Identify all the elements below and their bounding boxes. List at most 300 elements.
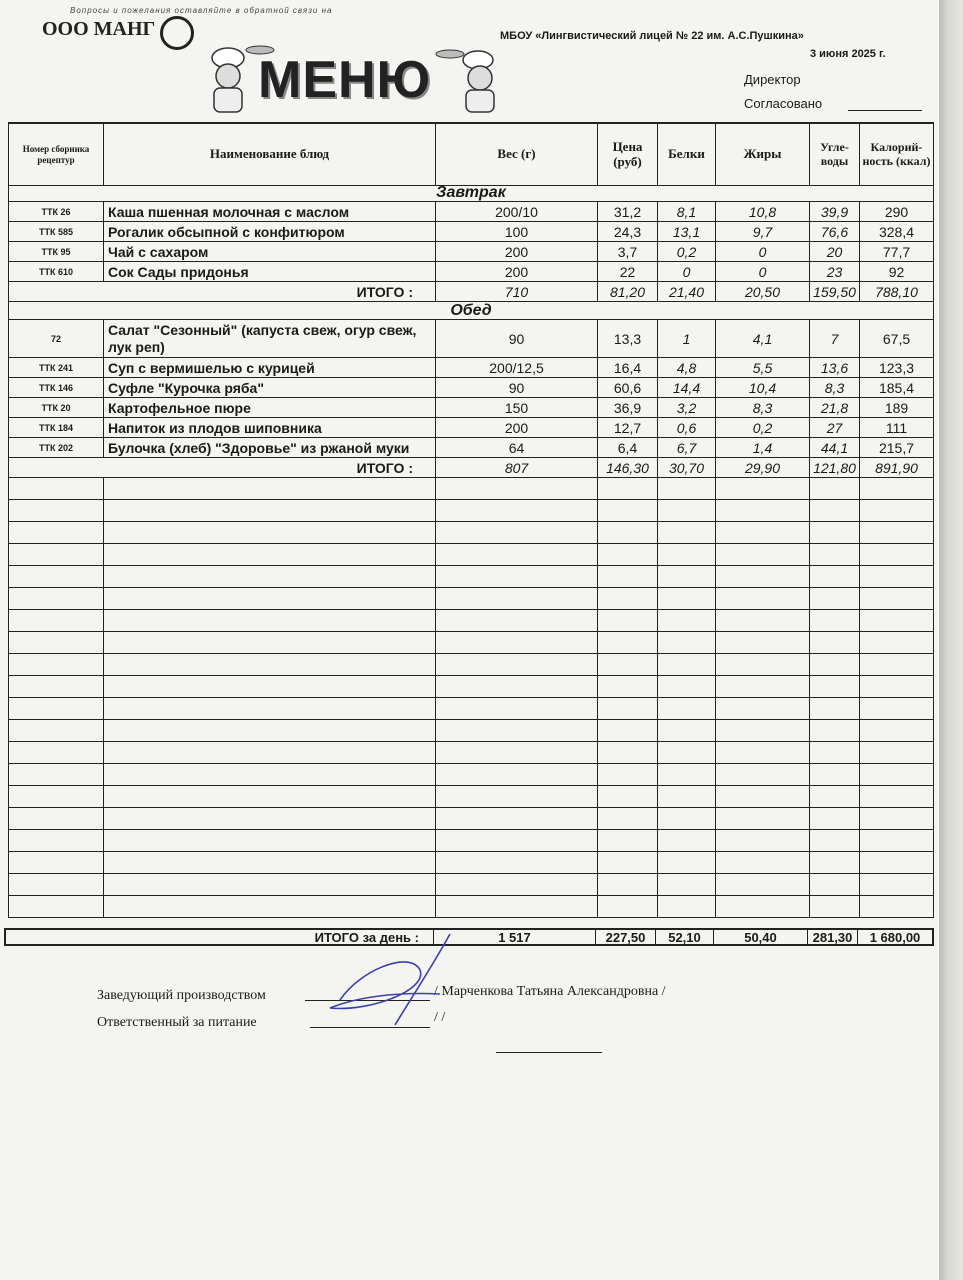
dish-fat: 10,8 — [716, 202, 810, 222]
empty-cell — [8, 478, 104, 500]
empty-cell — [716, 522, 810, 544]
recipe-code: ТТК 585 — [8, 222, 104, 242]
empty-cell — [860, 632, 934, 654]
handwritten-signature — [300, 930, 460, 1030]
day-total-price: 227,50 — [596, 930, 656, 944]
section-total-row — [8, 458, 934, 478]
empty-cell — [436, 808, 598, 830]
empty-row — [8, 588, 934, 610]
empty-cell — [436, 676, 598, 698]
empty-cell — [810, 566, 860, 588]
dish-price: 3,7 — [598, 242, 658, 262]
dish-fat: 5,5 — [716, 358, 810, 378]
empty-cell — [104, 830, 436, 852]
empty-cell — [658, 742, 716, 764]
dish-carbs: 44,1 — [810, 438, 860, 458]
dish-price: 60,6 — [598, 378, 658, 398]
empty-cell — [104, 852, 436, 874]
empty-cell — [810, 874, 860, 896]
day-total-carbs: 281,30 — [808, 930, 858, 944]
empty-cell — [658, 676, 716, 698]
empty-row — [8, 830, 934, 852]
empty-cell — [436, 742, 598, 764]
dish-fat: 1,4 — [716, 438, 810, 458]
empty-cell — [716, 742, 810, 764]
empty-row — [8, 566, 934, 588]
empty-row — [8, 478, 934, 500]
total-carbs: 121,80 — [810, 458, 860, 478]
dish-price: 31,2 — [598, 202, 658, 222]
section-breakfast: Завтрак — [8, 184, 934, 202]
dish-name: Картофельное пюре — [104, 398, 436, 418]
dish-protein: 4,8 — [658, 358, 716, 378]
empty-cell — [598, 610, 658, 632]
empty-cell — [658, 786, 716, 808]
empty-cell — [598, 500, 658, 522]
dish-weight: 90 — [436, 320, 598, 358]
empty-cell — [810, 654, 860, 676]
empty-cell — [8, 896, 104, 918]
day-total-kcal: 1 680,00 — [869, 930, 921, 944]
empty-cell — [104, 544, 436, 566]
col-header-kcal: Калорий-ность (ккал) — [860, 124, 934, 186]
empty-cell — [810, 808, 860, 830]
empty-cell — [436, 588, 598, 610]
dish-name: Суп с вермишелью с курицей — [104, 358, 436, 378]
empty-cell — [598, 764, 658, 786]
empty-cell — [658, 874, 716, 896]
col-header-price: Цена (руб) — [598, 124, 658, 186]
empty-cell — [658, 588, 716, 610]
empty-cell — [658, 720, 716, 742]
day-total-protein: 52,10 — [656, 930, 714, 944]
empty-cell — [716, 610, 810, 632]
empty-cell — [716, 632, 810, 654]
empty-cell — [716, 588, 810, 610]
dish-protein: 14,4 — [658, 378, 716, 398]
empty-cell — [8, 588, 104, 610]
company-name: ООО МАНГ — [42, 18, 156, 40]
dish-protein: 13,1 — [658, 222, 716, 242]
empty-cell — [658, 522, 716, 544]
dish-name: Булочка (хлеб) "Здоровье" из ржаной муки — [104, 438, 436, 458]
table-row — [8, 378, 934, 398]
empty-cell — [598, 676, 658, 698]
empty-cell — [658, 764, 716, 786]
empty-cell — [104, 654, 436, 676]
empty-cell — [436, 654, 598, 676]
empty-cell — [598, 478, 658, 500]
empty-cell — [8, 698, 104, 720]
empty-row — [8, 610, 934, 632]
dish-fat: 10,4 — [716, 378, 810, 398]
responsible-person-name: / / — [434, 1010, 446, 1025]
dish-price: 13,3 — [598, 320, 658, 358]
empty-row — [8, 544, 934, 566]
empty-cell — [104, 632, 436, 654]
empty-cell — [810, 698, 860, 720]
empty-cell — [658, 632, 716, 654]
dish-kcal: 77,7 — [860, 242, 934, 262]
empty-cell — [860, 720, 934, 742]
empty-cell — [860, 544, 934, 566]
responsible-person-label: Ответственный за питание — [97, 1015, 257, 1030]
recipe-code: ТТК 95 — [8, 242, 104, 262]
empty-row — [8, 896, 934, 918]
empty-cell — [810, 588, 860, 610]
dish-fat: 9,7 — [716, 222, 810, 242]
dish-carbs: 8,3 — [810, 378, 860, 398]
empty-cell — [104, 478, 436, 500]
empty-cell — [8, 852, 104, 874]
dish-protein: 1 — [658, 320, 716, 358]
dish-carbs: 20 — [810, 242, 860, 262]
recipe-code: ТТК 184 — [8, 418, 104, 438]
dish-fat: 0 — [716, 242, 810, 262]
empty-cell — [104, 566, 436, 588]
empty-cell — [716, 500, 810, 522]
dish-kcal: 111 — [860, 418, 934, 438]
empty-cell — [860, 852, 934, 874]
total-carbs: 159,50 — [810, 282, 860, 302]
dish-weight: 200 — [436, 242, 598, 262]
dish-name: Суфле "Курочка ряба" — [104, 378, 436, 398]
agreed-signature-line — [848, 110, 922, 111]
empty-row — [8, 632, 934, 654]
empty-cell — [658, 654, 716, 676]
dish-weight: 100 — [436, 222, 598, 242]
empty-cell — [104, 808, 436, 830]
dish-fat: 0 — [716, 262, 810, 282]
empty-cell — [658, 478, 716, 500]
school-name: МБОУ «Лингвистический лицей № 22 им. А.С.Пушкина» — [500, 30, 804, 42]
dish-carbs: 76,6 — [810, 222, 860, 242]
empty-cell — [716, 786, 810, 808]
table-row — [8, 418, 934, 438]
empty-cell — [860, 764, 934, 786]
table-row — [8, 222, 934, 242]
table-row — [8, 438, 934, 458]
empty-cell — [658, 852, 716, 874]
empty-cell — [716, 676, 810, 698]
empty-cell — [860, 786, 934, 808]
dish-weight: 200/10 — [436, 202, 598, 222]
total-blank — [8, 458, 104, 478]
empty-cell — [436, 698, 598, 720]
background-sheet-edge — [939, 0, 963, 1280]
empty-cell — [8, 786, 104, 808]
total-blank — [8, 282, 104, 302]
empty-cell — [104, 500, 436, 522]
empty-cell — [658, 698, 716, 720]
empty-cell — [810, 544, 860, 566]
table-row — [8, 262, 934, 282]
empty-cell — [104, 786, 436, 808]
empty-cell — [598, 522, 658, 544]
total-price: 81,20 — [598, 282, 658, 302]
empty-cell — [810, 764, 860, 786]
empty-cell — [8, 544, 104, 566]
empty-row — [8, 742, 934, 764]
table-row — [8, 242, 934, 262]
total-weight: 807 — [436, 458, 598, 478]
dish-price: 24,3 — [598, 222, 658, 242]
empty-cell — [436, 566, 598, 588]
empty-cell — [860, 896, 934, 918]
empty-cell — [104, 676, 436, 698]
empty-cell — [104, 874, 436, 896]
empty-cell — [8, 522, 104, 544]
empty-cell — [860, 588, 934, 610]
dish-kcal: 92 — [860, 262, 934, 282]
empty-cell — [860, 742, 934, 764]
feedback-notice: Вопросы и пожелания оставляйте в обратной связи на — [70, 6, 333, 15]
empty-cell — [598, 786, 658, 808]
empty-cell — [716, 764, 810, 786]
empty-cell — [860, 654, 934, 676]
empty-cell — [810, 742, 860, 764]
dish-kcal: 290 — [860, 202, 934, 222]
empty-cell — [860, 808, 934, 830]
total-protein: 21,40 — [658, 282, 716, 302]
empty-cell — [436, 830, 598, 852]
empty-cell — [860, 830, 934, 852]
dish-weight: 90 — [436, 378, 598, 398]
empty-cell — [810, 786, 860, 808]
menu-logo-text: МЕНЮ — [258, 51, 432, 109]
empty-cell — [104, 896, 436, 918]
empty-row — [8, 500, 934, 522]
day-total-label: ИТОГО за день : — [102, 930, 434, 944]
empty-cell — [860, 874, 934, 896]
empty-cell — [8, 610, 104, 632]
empty-row — [8, 764, 934, 786]
empty-cell — [658, 544, 716, 566]
empty-cell — [8, 742, 104, 764]
empty-cell — [598, 830, 658, 852]
dish-name: Салат "Сезонный" (капуста свеж, огур свеж, лук реп) — [104, 320, 436, 358]
dish-protein: 3,2 — [658, 398, 716, 418]
section-total-row — [8, 282, 934, 302]
recipe-code: 72 — [8, 320, 104, 358]
empty-cell — [716, 720, 810, 742]
empty-cell — [716, 566, 810, 588]
empty-cell — [810, 852, 860, 874]
empty-cell — [658, 610, 716, 632]
col-header-weight: Вес (г) — [436, 124, 598, 186]
dish-fat: 4,1 — [716, 320, 810, 358]
total-kcal: 891,90 — [860, 458, 934, 478]
dish-carbs: 7 — [810, 320, 860, 358]
empty-cell — [598, 566, 658, 588]
empty-cell — [8, 874, 104, 896]
recipe-code: ТТК 610 — [8, 262, 104, 282]
empty-cell — [436, 852, 598, 874]
table-row — [8, 202, 934, 222]
empty-cell — [810, 500, 860, 522]
empty-cell — [598, 852, 658, 874]
dish-fat: 0,2 — [716, 418, 810, 438]
recipe-code: ТТК 202 — [8, 438, 104, 458]
dish-name: Чай с сахаром — [104, 242, 436, 262]
dish-carbs: 39,9 — [810, 202, 860, 222]
dish-price: 6,4 — [598, 438, 658, 458]
empty-cell — [8, 566, 104, 588]
empty-cell — [598, 544, 658, 566]
recipe-code: ТТК 26 — [8, 202, 104, 222]
empty-cell — [716, 808, 810, 830]
empty-cell — [716, 830, 810, 852]
dish-kcal: 328,4 — [860, 222, 934, 242]
day-total-row — [4, 928, 934, 946]
empty-cell — [810, 720, 860, 742]
empty-cell — [8, 764, 104, 786]
empty-cell — [436, 764, 598, 786]
dish-protein: 6,7 — [658, 438, 716, 458]
empty-cell — [860, 522, 934, 544]
empty-cell — [598, 896, 658, 918]
director-label: Директор — [744, 72, 801, 87]
empty-cell — [860, 610, 934, 632]
empty-cell — [716, 852, 810, 874]
dish-kcal: 189 — [860, 398, 934, 418]
recipe-code: ТТК 241 — [8, 358, 104, 378]
empty-cell — [104, 610, 436, 632]
dish-name: Сок Сады придонья — [104, 262, 436, 282]
empty-cell — [436, 610, 598, 632]
empty-cell — [658, 808, 716, 830]
empty-cell — [860, 478, 934, 500]
dish-weight: 200 — [436, 418, 598, 438]
recipe-code: ТТК 20 — [8, 398, 104, 418]
dish-kcal: 215,7 — [860, 438, 934, 458]
dish-weight: 200/12,5 — [436, 358, 598, 378]
empty-cell — [716, 698, 810, 720]
empty-cell — [810, 632, 860, 654]
dish-protein: 0 — [658, 262, 716, 282]
empty-cell — [658, 830, 716, 852]
empty-cell — [8, 830, 104, 852]
empty-row — [8, 786, 934, 808]
empty-cell — [104, 522, 436, 544]
total-kcal: 788,10 — [860, 282, 934, 302]
empty-row — [8, 720, 934, 742]
recipe-code: ТТК 146 — [8, 378, 104, 398]
table-row — [8, 398, 934, 418]
empty-cell — [598, 632, 658, 654]
col-header-carbs: Угле-воды — [810, 124, 860, 186]
dish-weight: 200 — [436, 262, 598, 282]
dish-weight: 64 — [436, 438, 598, 458]
empty-cell — [8, 632, 104, 654]
empty-row — [8, 654, 934, 676]
dish-name: Каша пшенная молочная с маслом — [104, 202, 436, 222]
day-total-fat: 50,40 — [714, 930, 808, 944]
empty-cell — [860, 566, 934, 588]
empty-cell — [716, 478, 810, 500]
empty-cell — [658, 500, 716, 522]
dish-name: Рогалик обсыпной с конфитюром — [104, 222, 436, 242]
dish-protein: 0,2 — [658, 242, 716, 262]
empty-cell — [104, 588, 436, 610]
dish-carbs: 27 — [810, 418, 860, 438]
empty-cell — [8, 676, 104, 698]
empty-cell — [716, 896, 810, 918]
empty-row — [8, 874, 934, 896]
dish-price: 16,4 — [598, 358, 658, 378]
total-fat: 20,50 — [716, 282, 810, 302]
bottom-signature-line — [496, 1052, 602, 1053]
col-header-fat: Жиры — [716, 124, 810, 186]
dish-kcal: 67,5 — [860, 320, 934, 358]
empty-cell — [598, 742, 658, 764]
empty-cell — [436, 720, 598, 742]
empty-cell — [598, 720, 658, 742]
empty-cell — [8, 808, 104, 830]
empty-cell — [598, 808, 658, 830]
col-header-name: Наименование блюд — [104, 124, 436, 186]
dish-price: 22 — [598, 262, 658, 282]
empty-row — [8, 698, 934, 720]
empty-cell — [716, 544, 810, 566]
empty-cell — [810, 522, 860, 544]
empty-cell — [436, 478, 598, 500]
empty-cell — [598, 698, 658, 720]
total-protein: 30,70 — [658, 458, 716, 478]
dish-kcal: 185,4 — [860, 378, 934, 398]
col-header-protein: Белки — [658, 124, 716, 186]
empty-cell — [436, 522, 598, 544]
total-weight: 710 — [436, 282, 598, 302]
empty-cell — [104, 720, 436, 742]
dish-carbs: 13,6 — [810, 358, 860, 378]
section-lunch: Обед — [8, 302, 934, 320]
empty-cell — [716, 654, 810, 676]
dish-kcal: 123,3 — [860, 358, 934, 378]
empty-cell — [598, 654, 658, 676]
table-header — [8, 122, 934, 186]
dish-carbs: 23 — [810, 262, 860, 282]
section-total-label: ИТОГО : — [104, 282, 436, 302]
production-manager-name: / Марченкова Татьяна Александровна / — [434, 984, 666, 999]
dish-carbs: 21,8 — [810, 398, 860, 418]
day-total-weight: 1 517 — [434, 930, 596, 944]
empty-cell — [8, 500, 104, 522]
menu-date: 3 июня 2025 г. — [810, 48, 886, 60]
total-price: 146,30 — [598, 458, 658, 478]
dish-fat: 8,3 — [716, 398, 810, 418]
section-total-label: ИТОГО : — [104, 458, 436, 478]
empty-row — [8, 808, 934, 830]
table-row — [8, 358, 934, 378]
empty-cell — [8, 720, 104, 742]
dish-price: 36,9 — [598, 398, 658, 418]
dish-name: Напиток из плодов шиповника — [104, 418, 436, 438]
empty-cell — [658, 896, 716, 918]
empty-cell — [8, 654, 104, 676]
empty-cell — [716, 874, 810, 896]
empty-cell — [598, 588, 658, 610]
dish-weight: 150 — [436, 398, 598, 418]
empty-cell — [436, 632, 598, 654]
dish-price: 12,7 — [598, 418, 658, 438]
dish-protein: 8,1 — [658, 202, 716, 222]
empty-cell — [810, 896, 860, 918]
total-fat: 29,90 — [716, 458, 810, 478]
empty-cell — [860, 676, 934, 698]
empty-cell — [436, 874, 598, 896]
empty-cell — [436, 786, 598, 808]
